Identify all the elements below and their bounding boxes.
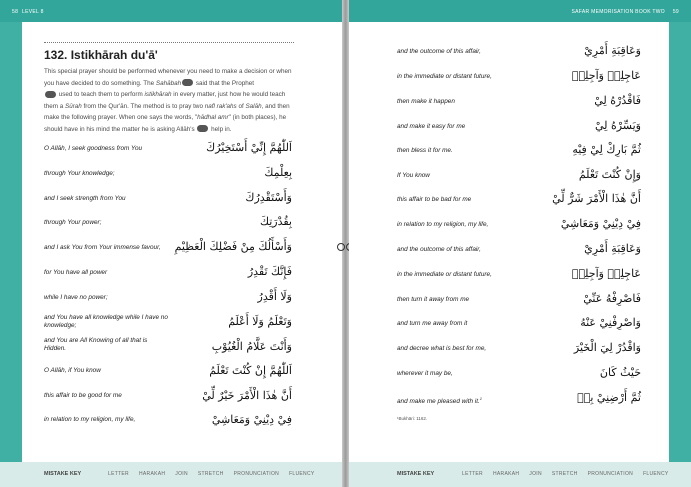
english-line: and You are All Knowing of all that is Hidden. (44, 337, 148, 352)
english-line: and I seek strength from You (44, 195, 126, 202)
english-line: If You know (397, 172, 430, 179)
honorific-icon (197, 125, 208, 132)
arabic-line: وَإِنْ كُنْتَ تَعْلَمُ (578, 168, 641, 181)
arabic-line: ثُمَّ بَارِكْ لِيْ فِيْهِ (572, 143, 641, 156)
arabic-line: فِيْ دِيْنِيْ وَمَعَاشِيْ (560, 217, 641, 230)
english-line: and the outcome of this affair, (397, 246, 481, 253)
arabic-line: وَأَنْتَ عَلَّامُ الْغُيُوْبِ (211, 340, 292, 353)
right-mistake-key-bar (349, 462, 691, 487)
key-letter[interactable]: LETTER (108, 471, 129, 477)
english-line (397, 395, 547, 406)
arabic-line: وَاصْرِفْنِيْ عَنْهُ (580, 316, 641, 329)
right-page-number: 59 (672, 9, 679, 15)
left-page-number: 58 (12, 9, 19, 15)
intro-paragraph (44, 66, 294, 135)
book-title: SAFAR MEMORISATION BOOK TWO (571, 9, 665, 15)
arabic-line: فَاقْدُرْهُ لِيْ (594, 94, 641, 107)
arabic-line: بِقُدْرَتِكَ (259, 215, 292, 228)
english-line: and turn me away from it (397, 320, 468, 327)
arabic-line: فَإِنَّكَ تَقْدِرُ (247, 265, 292, 278)
arabic-line: أَنَّ هٰذَا الْأَمْرَ شَرٌّ لِّيْ (552, 192, 641, 205)
left-mistake-key-bar (0, 462, 342, 487)
english-line: in the immediate or distant future, (397, 271, 492, 278)
english-line: then make it happen (397, 98, 455, 105)
arabic-line: اَللّٰهُمَّ إِنْ كُنْتَ تَعْلَمُ (209, 364, 292, 377)
arabic-line: حَيْثُ كَانَ (599, 366, 641, 379)
key-harakah[interactable]: HARAKAH (138, 471, 166, 477)
key-pronunciation[interactable]: PRONUNCIATION (233, 471, 280, 477)
key-join[interactable]: JOIN (529, 471, 542, 477)
english-line: in the immediate or distant future, (397, 73, 492, 80)
english-line: through Your power; (44, 219, 102, 226)
intro-term: Sūrah (65, 102, 82, 110)
english-line: and make it easy for me (397, 123, 466, 130)
intro-text: of (236, 102, 246, 110)
english-line: and the outcome of this affair, (397, 48, 481, 55)
key-letter[interactable]: LETTER (462, 471, 483, 477)
arabic-line: أَنَّ هٰذَا الْأَمْرَ خَيْرٌ لِّيْ (202, 389, 292, 402)
arabic-line: ثُمَّ أَرْضِنِيْ بِهٖ (577, 391, 641, 404)
intro-text: in every matter, just how he would teach them a (44, 91, 286, 110)
english-line: in relation to my religion, my life, (397, 221, 489, 228)
key-join[interactable]: JOIN (175, 471, 188, 477)
arabic-line: بِعِلْمِكَ (264, 166, 292, 179)
footnote-marker: 1 (479, 396, 483, 401)
level-label: LEVEL 8 (22, 9, 44, 15)
arabic-line: فَاصْرِفْهُ عَنِّيْ (583, 292, 641, 305)
intro-term: nafl rak'ahs (204, 102, 237, 110)
arabic-line: عَاجِلِهٖ وَآجِلِهٖ (571, 267, 641, 280)
english-line: and decree what is best for me, (397, 345, 487, 352)
right-side-strip (669, 22, 691, 462)
arabic-line: وَاقْدُرْ لِيَ الْخَيْرَ (573, 341, 641, 354)
arabic-line: فِيْ دِيْنِيْ وَمَعَاشِيْ (211, 413, 292, 426)
honorific-icon (45, 91, 56, 98)
english-line: and I ask You from Your immense favour, (44, 244, 161, 251)
left-side-strip (0, 22, 22, 462)
intro-text: used to teach them to perform (57, 91, 145, 98)
arabic-line: عَاجِلِهٖ وَآجِلِهٖ (571, 69, 641, 82)
intro-text: said that the Prophet (194, 79, 254, 87)
mistake-key-list (108, 471, 325, 477)
footnote: ¹Bukhāri: 1162. (397, 416, 428, 421)
right-header (349, 0, 691, 22)
arabic-line: وَعَاقِبَةِ أَمْرِيْ (584, 44, 641, 57)
arabic-line: وَعَاقِبَةِ أَمْرِيْ (584, 242, 641, 255)
key-fluency[interactable]: FLUENCY (643, 471, 669, 477)
arabic-line: وَأَسْأَلُكَ مِنْ فَضْلِكَ الْعَظِيْمِ (174, 240, 292, 253)
title-divider (44, 42, 294, 43)
english-line: then bless it for me. (397, 147, 453, 154)
mistake-key-label: MISTAKE KEY (44, 471, 82, 477)
english-line: for You have all power (44, 269, 108, 276)
english-line: this affair to be bad for me (397, 196, 472, 203)
english-line: and You have all knowledge while I have no knowledge; (44, 314, 168, 329)
page-title: 132. Istikhārah du'ā' (44, 48, 158, 62)
intro-text: This special prayer should be performed whenever you need to make a decision or when you have decided to do something. The (44, 68, 292, 87)
english-line: this affair to be good for me (44, 392, 122, 399)
key-fluency[interactable]: FLUENCY (289, 471, 315, 477)
arabic-line: وَلَا أَقْدِرُ (257, 290, 292, 303)
intro-text: from the Qur'ān. The method is to pray two (81, 102, 205, 110)
honorific-icon (182, 79, 193, 86)
left-page (0, 0, 342, 487)
arabic-line: وَتَعْلَمُ وَلَا أَعْلَمُ (228, 315, 292, 328)
arabic-line: اَللّٰهُمَّ إِنِّيْ أَسْتَخِيْرُكَ (206, 141, 292, 154)
mistake-key-label: MISTAKE KEY (397, 471, 435, 477)
english-line: in relation to my religion, my life, (44, 416, 136, 423)
english-line: while I have no power; (44, 294, 108, 301)
english-line: O Allāh, I seek goodness from You (44, 145, 143, 152)
key-stretch[interactable]: STRETCH (551, 471, 578, 477)
intro-term: istikhārah (144, 91, 172, 98)
key-pronunciation[interactable]: PRONUNCIATION (587, 471, 634, 477)
arabic-line: وَأَسْتَقْدِرُكَ (245, 191, 292, 204)
intro-text: help in. (209, 125, 232, 133)
english-line-text: and make me pleased with it. (397, 398, 480, 406)
intro-text: , and then make the following prayer. When one says the words, " (44, 102, 290, 121)
english-line: O Allāh, if You know (44, 367, 101, 374)
english-line: through Your knowledge; (44, 170, 115, 177)
left-header (0, 0, 342, 22)
english-line: wherever it may be, (397, 370, 453, 377)
intro-term: hādhal amr (197, 114, 229, 121)
key-harakah[interactable]: HARAKAH (492, 471, 520, 477)
intro-term: Salāh (245, 102, 262, 110)
mistake-key-list (462, 471, 679, 477)
intro-text: " (in both places), he should have in his mind the matter he is asking Allāh's (44, 114, 287, 133)
english-line: then turn it away from me (397, 296, 470, 303)
right-page (349, 0, 691, 487)
arabic-line: وَيَسِّرْهُ لِيْ (594, 119, 641, 132)
intro-term: Sahābah (155, 79, 182, 87)
key-stretch[interactable]: STRETCH (197, 471, 224, 477)
